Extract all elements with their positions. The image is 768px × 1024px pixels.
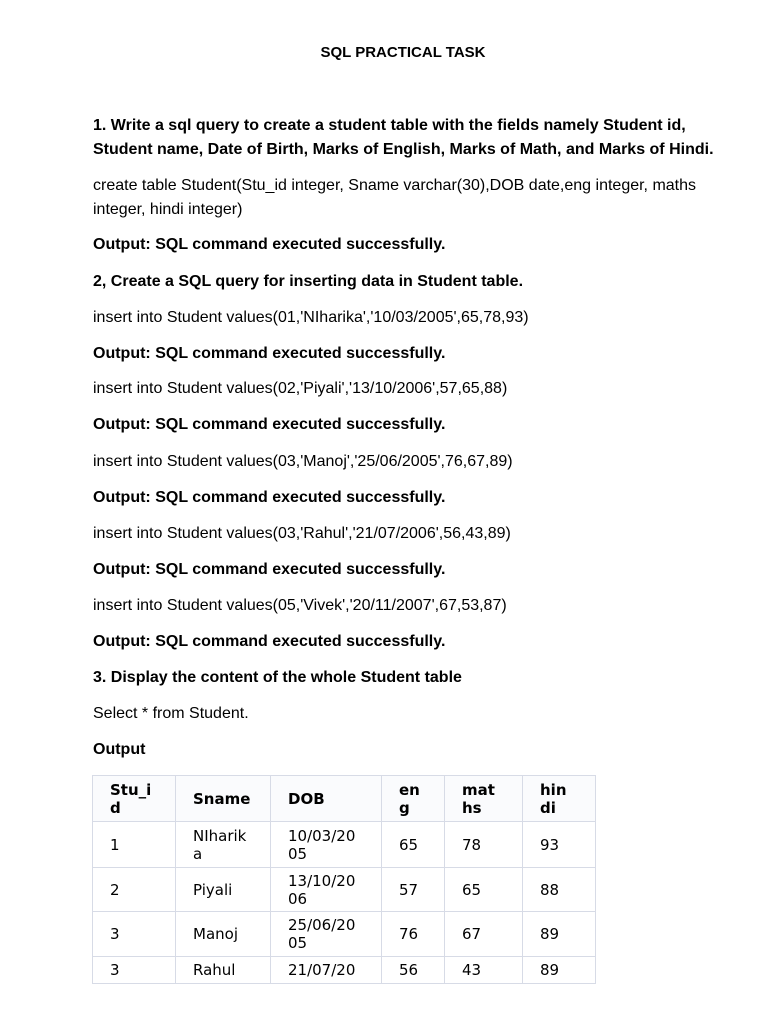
q3-output-label: Output: [93, 741, 146, 758]
insert-query-4: insert into Student values(03,'Rahul','21/07/2006',56,43,89): [93, 525, 511, 542]
cell-sname: Rahul: [176, 957, 271, 984]
table-row: [93, 957, 596, 984]
header-maths: mat hs: [445, 776, 523, 822]
cell-maths: 43: [445, 957, 523, 984]
cell-hindi: 93: [523, 822, 596, 868]
q3-query: Select * from Student.: [93, 705, 249, 722]
cell-hindi: 89: [523, 957, 596, 984]
insert-output-1: Output: SQL command executed successfully.: [93, 345, 446, 362]
table-row: [93, 868, 596, 912]
cell-hindi: 88: [523, 868, 596, 912]
cell-stu-id: 1: [93, 822, 176, 868]
cell-dob: 10/03/20 05: [271, 822, 382, 868]
cell-stu-id: 3: [93, 957, 176, 984]
cell-dob: 21/07/20: [271, 957, 382, 984]
cell-eng: 57: [382, 868, 445, 912]
insert-query-5: insert into Student values(05,'Vivek','20/11/2007',67,53,87): [93, 597, 507, 614]
table-header-row: [93, 776, 596, 822]
cell-maths: 67: [445, 912, 523, 957]
cell-hindi: 89: [523, 912, 596, 957]
cell-dob: 13/10/20 06: [271, 868, 382, 912]
student-output-table: [92, 775, 596, 984]
table-row: [93, 822, 596, 868]
cell-eng: 56: [382, 957, 445, 984]
header-hindi: hin di: [523, 776, 596, 822]
insert-output-5: Output: SQL command executed successfully.: [93, 633, 446, 650]
q2-heading: 2, Create a SQL query for inserting data in Student table.: [93, 273, 524, 290]
page-title: SQL PRACTICAL TASK: [320, 44, 486, 61]
q1-query: create table Student(Stu_id integer, Sname varchar(30),DOB date,eng integer, maths integer, hindi integer): [93, 177, 697, 218]
q3-heading: 3. Display the content of the whole Student table: [93, 669, 462, 686]
header-stu-id: Stu_i d: [93, 776, 176, 822]
insert-query-2: insert into Student values(02,'Piyali','13/10/2006',57,65,88): [93, 380, 508, 397]
insert-output-3: Output: SQL command executed successfully.: [93, 489, 446, 506]
cell-maths: 78: [445, 822, 523, 868]
cell-stu-id: 2: [93, 868, 176, 912]
cell-dob: 25/06/20 05: [271, 912, 382, 957]
cell-stu-id: 3: [93, 912, 176, 957]
cell-maths: 65: [445, 868, 523, 912]
header-eng: en g: [382, 776, 445, 822]
insert-query-3: insert into Student values(03,'Manoj','25/06/2005',76,67,89): [93, 453, 513, 470]
header-dob: DOB: [271, 776, 382, 822]
cell-sname: Piyali: [176, 868, 271, 912]
cell-sname: Manoj: [176, 912, 271, 957]
cell-sname: NIharik a: [176, 822, 271, 868]
insert-output-4: Output: SQL command executed successfully.: [93, 561, 446, 578]
insert-output-2: Output: SQL command executed successfully.: [93, 416, 446, 433]
q1-output: Output: SQL command executed successfully.: [93, 236, 446, 253]
table-row: [93, 912, 596, 957]
q1-heading: 1. Write a sql query to create a student table with the fields namely Student id, Student name, Date of Birth, Marks of English, Marks of Math, and Marks of Hindi.: [93, 117, 714, 158]
insert-query-1: insert into Student values(01,'NIharika','10/03/2005',65,78,93): [93, 309, 529, 326]
header-sname: Sname: [176, 776, 271, 822]
cell-eng: 65: [382, 822, 445, 868]
cell-eng: 76: [382, 912, 445, 957]
